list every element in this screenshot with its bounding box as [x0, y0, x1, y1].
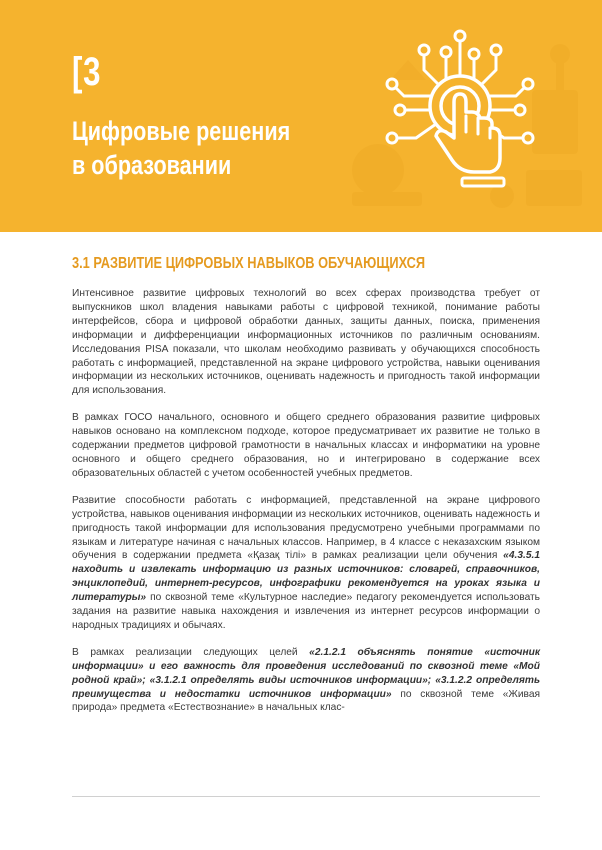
chapter-banner: [0, 0, 602, 232]
footer-divider: [72, 796, 540, 797]
chapter-title: [72, 114, 336, 182]
paragraph-1: Интенсивное развитие цифровых технологий во всех сферах производства требует от выпускников школ владения навыками работы с цифровой техникой, понимание работы интерфейсов, сбора и цифровой обработки данных, защиты данных, поиска, применения информации и дифференциации информационных источников по различным основаниям. Исследования PISA показали, что школам необходимо развивать у обучающихся способность работать с информацией, представленной на экране цифрового устройства, навыки оценивания информации из нескольких источников, оценивать надежность и пригодность такой информации для использования.: [72, 288, 540, 397]
paragraph-3-text-c: по сквозной теме «Культурное наследие» педагогу рекомендуется использовать задания на развитие навыка нахождения и извлечения из интернет ресурсов информации о народных традициях и обычаях.: [72, 592, 540, 631]
section-heading: 3.1 РАЗВИТИЕ ЦИФРОВЫХ НАВЫКОВ ОБУЧАЮЩИХСЯ: [72, 255, 426, 272]
paragraph-2: В рамках ГОСО начального, основного и общего среднего образования развитие цифровых навыков основано на комплексном подходе, которое предусматривает их развитие не только в содержании предметов цифровой грамотности в начальных классах и информатики на уровне основного и общего среднего образования, но и интегрировано в содержание всех образовательных областей с учетом особенностей учебных предметов.: [72, 412, 540, 479]
digital-touch-illustration: [350, 20, 590, 220]
body-text: [72, 287, 540, 728]
paragraph-4: [72, 646, 540, 716]
paragraph-3-emphasis: «4.3.5.1 находить и извлекать информацию из разных источников: словарей, справочников, энциклопедий, интернет-ресурсов, инфографики рекомендуется на уроках языка и литературы»: [72, 550, 540, 604]
chapter-number: [3: [72, 50, 102, 94]
paragraph-3: [72, 494, 540, 633]
paragraph-4-emphasis: «2.1.2.1 объяснять понятие «источник информации» и его важность для проведения исследований по сквозной теме «Мой родной край»; «3.1.2.1 определять виды источников информации»; «3.1.2.2 определять преимущества и недостатки источников информации»: [72, 646, 540, 700]
chapter-title-line-2: в образовании: [72, 150, 232, 180]
paragraph-4-text-c: по сквозной теме «Живая природа» предмета «Естествознание» в начальных клас-: [72, 688, 540, 714]
paragraph-4-text-a: В рамках реализации следующих целей: [72, 646, 310, 658]
paragraph-3-text-a: Развитие способности работать с информацией, представленной на экране цифрового устройства, навыков оценивания информации из нескольких источников, оценивать надежность и пригодность такой информации для использования предусмотрено учебными программами по языкам и литературе начиная с начальных классов. Например, в 4 классе с неказахским языком обучения в содержании предмета «Қазақ тілі» в рамках реализации цели обучения: [72, 494, 540, 562]
chapter-title-line-1: Цифровые решения: [72, 116, 291, 146]
